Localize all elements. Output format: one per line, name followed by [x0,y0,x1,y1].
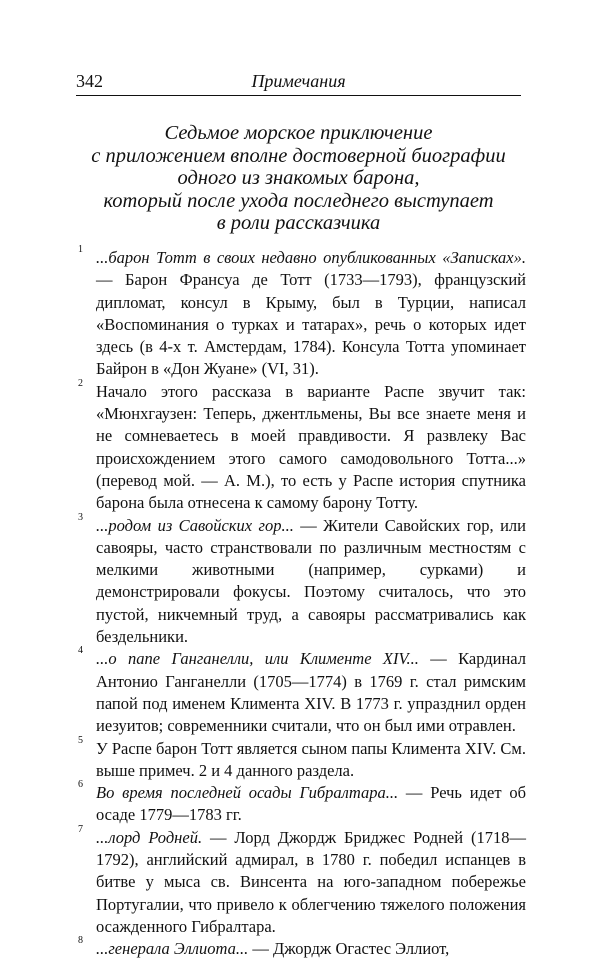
note-text: У Распе барон Тотт является сыном папы Климента XIV. См. выше примеч. 2 и 4 данного раздела. [96,738,526,780]
note-item [76,935,526,960]
section-heading-line: с приложением вполне достоверной биографии [91,144,506,167]
running-title: Примечания [251,71,346,91]
note-text: — Речь идет об осаде 1779—1783 гг. [96,783,526,825]
note-lemma: ...лорд Родней. [96,827,203,847]
section-heading [76,122,521,235]
note-text: — Лорд Джордж Бриджес Родней (1718—1792), английский адмирал, в 1780 г. победил испанцев в битве у мыса св. Винсента на юго-западном побережье Португалии, что привело к облегчению тяжелого положения осажденного Гибралтара. [96,827,526,936]
note-text: — Жители Савойских гор, или савояры, часто странствовали по различным местностям с мелкими животными (например, сурками) и демонстрировали фокусы. Поэтому считалось, что это пустой, никчемный труд, а савояры рассматривались как бездельники. [96,515,526,647]
note-item [76,823,526,938]
page-number: 342 [76,71,103,91]
note-number: 6 [78,779,83,791]
note-number: 7 [78,823,83,835]
section-heading-line: одного из знакомых барона, [177,167,420,189]
note-number: 8 [78,935,83,947]
note-number: 5 [78,734,83,746]
note-text: — Барон Франсуа де Тотт (1733—1793), французский дипломат, консул в Крыму, был в Турции, написал «Воспоминания о турках и татарах», речь о которых идет здесь (в 4-х т. Амстердам, 1784). Консула Тотта упоминает Байрон в «Дон Жуане» (VI, 31). [96,270,526,379]
note-text: Начало этого рассказа в варианте Распе звучит так: «Мюнхгаузен: Теперь, джентльмены, Вы все знаете меня и не сомневаетесь в моей правдивости. Я развлеку Вас происхождением этого самого самодовольного Тотта...» (перевод мой. — А. М.), то есть у Распе история спутника барона была отнесена к самому барону Тотту. [96,381,526,513]
note-number: 2 [78,377,83,389]
note-lemma: Во время последней осады Гибралтара... [96,783,399,803]
note-item [76,377,526,515]
note-item [76,645,527,737]
note-lemma: ...генерала Эллиота... [96,939,249,959]
note-number: 3 [78,511,83,523]
note-text: — Кардинал Антонио Ганганелли (1705—1774) в 1769 г. стал римским папой под именем Климента XIV. В 1773 г. упразднил орден иезуитов; современники считали, что он был ими отравлен. [96,649,527,736]
note-item [76,511,526,649]
note-number: 1 [78,244,83,255]
notes-list [76,244,527,961]
section-heading-line: Седьмое морское приключение [164,122,433,144]
note-number: 4 [78,645,83,657]
note-item [76,779,526,827]
note-lemma: ...барон Тотт в своих недавно опубликованных «Записках». [96,248,526,267]
page-header [76,71,521,96]
note-text: — Джордж Огастес Эллиот, [248,939,450,959]
note-item [76,244,526,381]
note-lemma: ...о папе Ганганелли, или Клименте XIV... [96,649,419,669]
section-heading-line: который после ухода последнего выступает [103,189,494,212]
section-heading-line: в роли рассказчика [216,212,381,234]
note-lemma: ...родом из Савойских гор... [96,515,294,535]
note-item [76,734,526,783]
